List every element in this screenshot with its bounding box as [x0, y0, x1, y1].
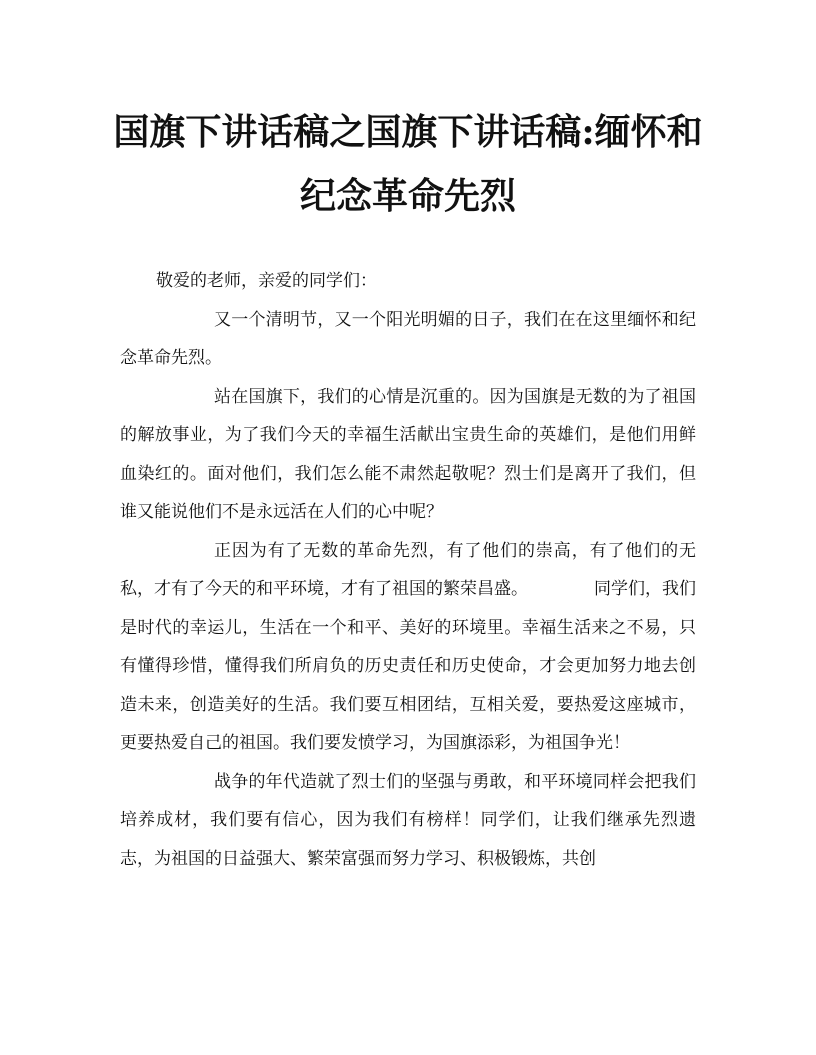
- paragraph-2: 站在国旗下，我们的心情是沉重的。因为国旗是无数的为了祖国的解放事业，为了我们今天的幸福生活献出宝贵生命的英雄们，是他们用鲜血染红的。面对他们，我们怎么能不肃然起敬呢？烈士们是离开了我们，但谁又能说他们不是永远活在人们的心中呢？: [120, 386, 696, 522]
- document-title: 国旗下讲话稿之国旗下讲话稿:缅怀和纪念革命先烈: [113, 111, 703, 217]
- paragraph-5: 战争的年代造就了烈士们的坚强与勇敢，和平环境同样会把我们培养成材，我们要有信心，因为我们有榜样！同学们，让我们继承先烈遗志，为祖国的日益强大、繁荣富强而努力学习、积极锻炼，共创: [120, 771, 696, 869]
- salutation: 敬爱的老师，亲爱的同学们：: [156, 271, 377, 291]
- paragraph-3: [120, 532, 696, 763]
- paragraph-4-text: 同学们，我们是时代的幸运儿，生活在一个和平、美好的环境里。幸福生活来之不易，只有懂得珍惜，懂得我们所肩负的历史责任和历史使命，才会更加努力地去创造未来，创造美好的生活。我们要互相团结，互相关爱，要热爱这座城市，更要热爱自己的祖国。我们要发愤学习，为国旗添彩，为祖国争光！: [120, 579, 696, 753]
- document-body: [120, 262, 696, 878]
- paragraph-1: 又一个清明节，又一个阳光明媚的日子，我们在在这里缅怀和纪念革命先烈。: [120, 309, 696, 368]
- paragraph-3-text: 正因为有了无数的革命先烈，有了他们的崇高，有了他们的无私，才有了今天的和平环境，才有了祖国的繁荣昌盛。: [120, 540, 696, 599]
